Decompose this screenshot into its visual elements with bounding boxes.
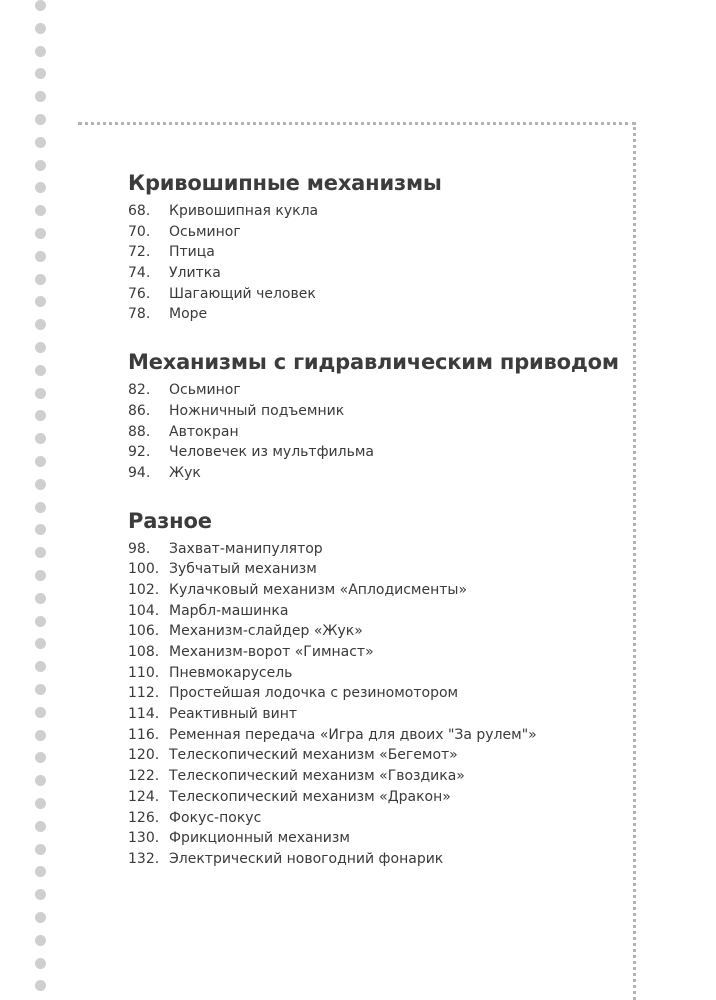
entry-title: Кривошипная кукла	[169, 203, 319, 219]
binding-hole	[35, 707, 46, 718]
entry-title: Кулачковый механизм «Аплодисменты»	[169, 581, 468, 598]
page-number: 106.	[128, 623, 160, 640]
binding-hole	[35, 684, 46, 695]
toc-entry[interactable]	[128, 808, 628, 829]
toc-entry[interactable]	[128, 422, 628, 443]
entry-title: Улитка	[169, 265, 221, 282]
toc-section-crank-mechanisms	[128, 168, 628, 325]
toc-entry[interactable]	[128, 463, 628, 484]
toc-entry[interactable]	[128, 442, 628, 463]
binding-hole	[35, 410, 46, 421]
toc-entry[interactable]	[128, 539, 628, 560]
toc-entry[interactable]	[128, 580, 628, 601]
entry-title: Электрический новогодний фонарик	[169, 850, 444, 867]
toc-entry[interactable]	[128, 380, 628, 401]
page-number: 72.	[128, 244, 151, 261]
binding-hole	[35, 547, 46, 558]
binding-hole	[35, 730, 46, 741]
entry-title: Ножничный подъемник	[169, 402, 345, 419]
entry-title: Шагающий человек	[169, 285, 316, 302]
toc-entry[interactable]	[128, 704, 628, 725]
binding-hole	[35, 342, 46, 353]
page-number: 120.	[128, 747, 160, 764]
toc-entry-list	[128, 539, 628, 870]
toc-entry-list	[128, 380, 628, 483]
page-number: 126.	[128, 809, 160, 826]
page-number: 98.	[128, 540, 151, 557]
binding-hole	[35, 980, 46, 991]
binding-hole	[35, 821, 46, 832]
binding-hole	[35, 388, 46, 399]
entry-title: Осьминог	[169, 223, 241, 240]
page-number: 86.	[128, 402, 151, 419]
entry-title: Захват-манипулятор	[169, 540, 323, 557]
entry-title: Автокран	[169, 423, 239, 440]
entry-title: Фрикционный механизм	[169, 830, 350, 847]
binding-hole	[35, 524, 46, 535]
entry-title: Телескопический механизм «Дракон»	[169, 788, 451, 805]
toc-section-miscellaneous	[128, 506, 628, 870]
page-number: 100.	[128, 561, 160, 578]
toc-entry[interactable]	[128, 284, 628, 305]
binding-hole	[35, 502, 46, 513]
entry-title: Телескопический механизм «Гвоздика»	[169, 768, 465, 785]
binding-hole	[35, 205, 46, 216]
section-title: Кривошипные механизмы	[128, 171, 442, 195]
binding-hole	[35, 570, 46, 581]
binding-hole	[35, 844, 46, 855]
table-of-contents	[128, 168, 628, 870]
binding-hole	[35, 798, 46, 809]
binding-hole	[35, 958, 46, 969]
binding-hole	[35, 616, 46, 627]
page-number: 124.	[128, 788, 160, 805]
binding-hole	[35, 889, 46, 900]
toc-entry[interactable]	[128, 787, 628, 808]
entry-title: Простейшая лодочка с резиномотором	[169, 685, 459, 702]
page-number: 130.	[128, 830, 160, 847]
entry-title: Ременная передача «Игра для двоих "За рулем"»	[169, 726, 537, 743]
page-number: 110.	[128, 664, 160, 681]
binding-hole	[35, 593, 46, 604]
binding-hole	[35, 114, 46, 125]
entry-title: Механизм-слайдер «Жук»	[169, 623, 363, 640]
entry-title: Море	[169, 306, 208, 323]
page-number: 104.	[128, 602, 160, 619]
binding-hole	[35, 23, 46, 34]
toc-entry[interactable]	[128, 642, 628, 663]
section-title: Разное	[128, 508, 212, 533]
toc-entry-list	[128, 201, 628, 325]
binding-hole	[35, 160, 46, 171]
binding-hole	[35, 68, 46, 79]
page-number: 116.	[128, 726, 160, 743]
binding-hole	[35, 228, 46, 239]
entry-title: Марбл-машинка	[169, 602, 289, 619]
toc-entry[interactable]	[128, 222, 628, 243]
page-number: 132.	[128, 850, 160, 867]
page-number: 94.	[128, 464, 151, 481]
binding-hole	[35, 251, 46, 262]
toc-entry[interactable]	[128, 683, 628, 704]
spiral-binding	[35, 0, 47, 1000]
page-number: 102.	[128, 581, 160, 598]
page-number: 74.	[128, 265, 151, 282]
binding-hole	[35, 752, 46, 763]
page-number: 122.	[128, 768, 160, 785]
entry-title: Птица	[169, 244, 215, 261]
binding-hole	[35, 479, 46, 490]
toc-entry[interactable]	[128, 559, 628, 580]
page-frame-right-border	[633, 122, 636, 1000]
toc-entry[interactable]	[128, 849, 628, 870]
toc-entry[interactable]	[128, 263, 628, 284]
page-number: 92.	[128, 444, 151, 461]
entry-title: Фокус-покус	[169, 809, 262, 826]
toc-entry[interactable]	[128, 242, 628, 263]
page-number: 88.	[128, 423, 151, 440]
binding-hole	[35, 46, 46, 57]
binding-hole	[35, 0, 46, 11]
toc-section-hydraulic-mechanisms	[128, 347, 628, 483]
toc-entry[interactable]	[128, 828, 628, 849]
entry-title: Осьминог	[169, 382, 241, 399]
binding-hole	[35, 91, 46, 102]
binding-hole	[35, 661, 46, 672]
binding-hole	[35, 638, 46, 649]
binding-hole	[35, 775, 46, 786]
page-number: 108.	[128, 644, 160, 660]
entry-title: Жук	[169, 464, 201, 481]
entry-title: Телескопический механизм «Бегемот»	[169, 747, 458, 764]
toc-entry[interactable]	[128, 766, 628, 787]
toc-entry[interactable]	[128, 745, 628, 766]
binding-hole	[35, 912, 46, 923]
page-number: 82.	[128, 382, 151, 399]
toc-entry[interactable]	[128, 304, 628, 325]
entry-title: Зубчатый механизм	[169, 561, 317, 578]
toc-entry[interactable]	[128, 663, 628, 684]
entry-title: Реактивный винт	[169, 706, 298, 723]
entry-title: Механизм-ворот «Гимнаст»	[169, 644, 374, 660]
binding-hole	[35, 456, 46, 467]
page-number: 112.	[128, 685, 160, 702]
binding-hole	[35, 935, 46, 946]
toc-entry[interactable]	[128, 601, 628, 622]
page-number: 78.	[128, 306, 151, 323]
binding-hole	[35, 319, 46, 330]
page-number: 68.	[128, 203, 151, 219]
binding-hole	[35, 182, 46, 193]
page-number: 76.	[128, 285, 151, 302]
toc-entry[interactable]	[128, 725, 628, 746]
binding-hole	[35, 365, 46, 376]
page-number: 70.	[128, 223, 151, 240]
section-title: Механизмы с гидравлическим приводом	[128, 350, 619, 375]
toc-entry[interactable]	[128, 201, 628, 222]
binding-hole	[35, 433, 46, 444]
page-frame-top-border	[78, 122, 636, 125]
entry-title: Пневмокарусель	[169, 664, 293, 681]
binding-hole	[35, 137, 46, 148]
entry-title: Человечек из мультфильма	[169, 444, 374, 461]
page-number: 114.	[128, 706, 160, 723]
binding-hole	[35, 274, 46, 285]
binding-hole	[35, 296, 46, 307]
toc-entry[interactable]	[128, 401, 628, 422]
binding-hole	[35, 866, 46, 877]
toc-entry[interactable]	[128, 621, 628, 642]
